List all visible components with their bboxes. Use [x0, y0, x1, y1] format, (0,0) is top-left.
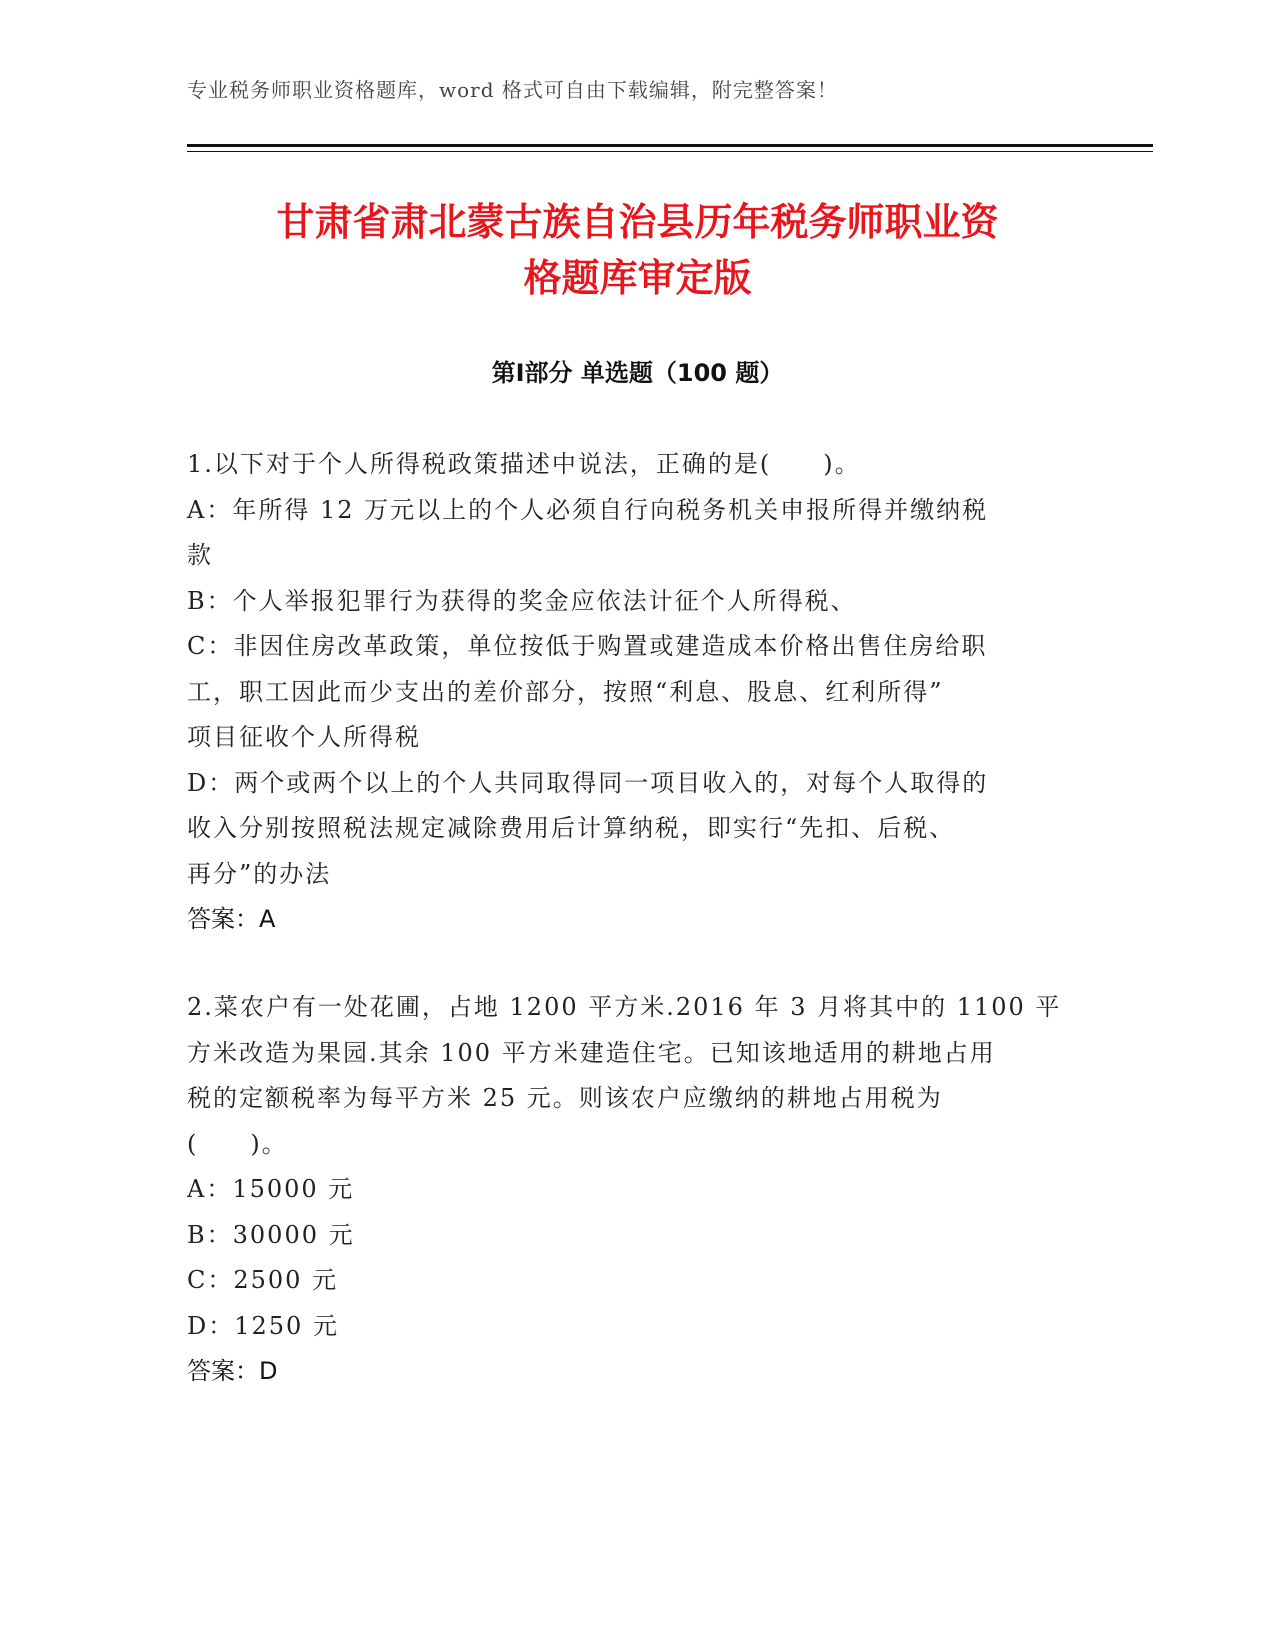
question-2-option-b: B：30000 元: [187, 1220, 355, 1249]
question-1-option-d-cont-2: 再分”的办法: [187, 859, 332, 888]
header-rule-thin: [187, 151, 1153, 152]
document-title-line-1: 甘肃省肃北蒙古族自治县历年税务师职业资: [276, 200, 999, 244]
question-2-stem-cont-1: 方米改造为果园.其余 100 平方米建造住宅。已知该地适用的耕地占用: [187, 1038, 996, 1067]
header-rule-thick: [187, 144, 1153, 147]
question-1-option-a-cont: 款: [187, 541, 213, 569]
question-1-option-d-cont-1: 收入分别按照税法规定减除费用后计算纳税，即实行“先扣、后税、: [187, 814, 956, 842]
question-1-option-c: C：非因住房改革政策，单位按低于购置或建造成本价格出售住房给职: [187, 632, 988, 660]
document-title: [150, 194, 1125, 306]
question-2-stem-cont-3: ( )。: [187, 1129, 288, 1158]
question-2: [187, 985, 1087, 1394]
question-1-stem: 1.以下对于个人所得税政策描述中说法，正确的是( )。: [187, 450, 861, 478]
question-1: [187, 442, 1087, 942]
question-2-stem: 2.菜农户有一处花圃，占地 1200 平方米.2016 年 3 月将其中的 1100 平: [187, 993, 1062, 1021]
question-1-option-a: A：年所得 12 万元以上的个人必须自行向税务机关申报所得并缴纳税: [187, 495, 989, 524]
question-2-option-a: A：15000 元: [187, 1175, 355, 1203]
question-1-option-c-cont-2: 项目征收个人所得税: [187, 723, 421, 751]
question-1-option-b: B：个人举报犯罪行为获得的奖金应依法计征个人所得税、: [187, 586, 857, 615]
question-2-answer: 答案：D: [187, 1357, 278, 1385]
document-title-line-2: 格题库审定版: [523, 256, 752, 300]
question-2-option-c: C：2500 元: [187, 1266, 339, 1294]
question-1-option-d: D：两个或两个以上的个人共同取得同一项目收入的，对每个人取得的: [187, 768, 989, 797]
header-note: 专业税务师职业资格题库，word 格式可自由下载编辑，附完整答案！: [187, 78, 838, 102]
question-2-stem-cont-2: 税的定额税率为每平方米 25 元。则该农户应缴纳的耕地占用税为: [187, 1084, 943, 1112]
question-2-option-d: D：1250 元: [187, 1311, 339, 1340]
question-1-option-c-cont-1: 工，职工因此而少支出的差价部分，按照“利息、股息、红利所得”: [187, 677, 944, 706]
question-1-answer: 答案：A: [187, 905, 276, 933]
section-heading: 第Ⅰ部分 单选题（100 题）: [491, 359, 784, 387]
